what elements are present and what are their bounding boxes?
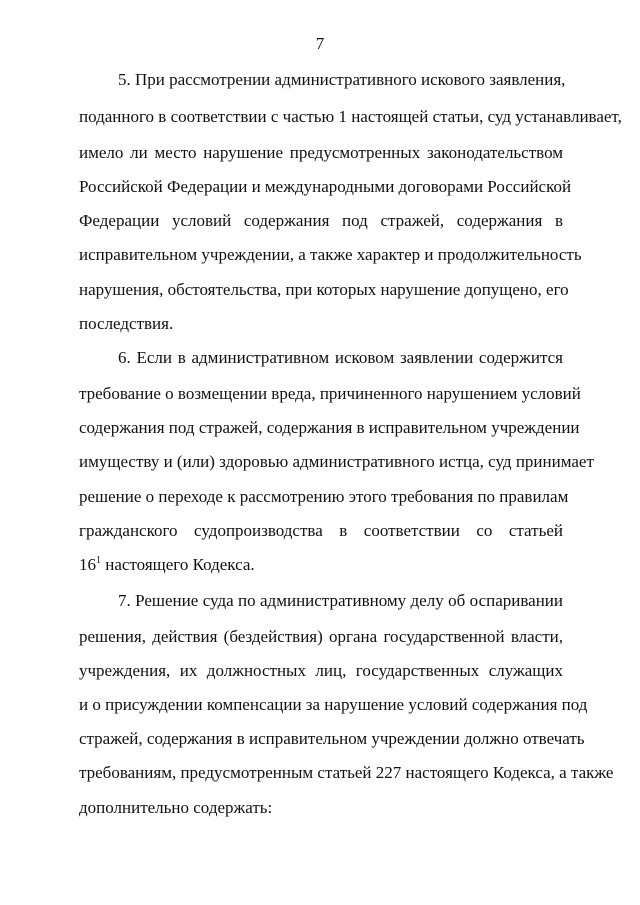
text-line: решение о переходе к рассмотрению этого требования по правилам <box>79 487 569 506</box>
text-line: 5. При рассмотрении административного искового заявления, <box>118 70 566 89</box>
article-number: 16 <box>79 555 96 574</box>
text-line: требованиям, предусмотренным статьей 227 настоящего Кодекса, а также <box>79 763 614 782</box>
text-fragment: настоящего Кодекса. <box>101 555 255 574</box>
text-line: решения, действия (бездействия) органа государственной власти, <box>79 627 563 646</box>
text-line: дополнительно содержать: <box>79 798 273 817</box>
text-line: и о присуждении компенсации за нарушение условий содержания под <box>79 695 588 714</box>
text-line: имуществу и (или) здоровью административного истца, суд принимает <box>79 452 594 471</box>
article-superscript: 1 <box>96 555 101 566</box>
text-line: последствия. <box>79 314 174 333</box>
text-line: стражей, содержания в исправительном учреждении должно отвечать <box>79 729 585 748</box>
text-line: нарушения, обстоятельства, при которых нарушение допущено, его <box>79 280 569 299</box>
text-line: имело ли место нарушение предусмотренных законодательством <box>79 143 563 162</box>
text-line: исправительном учреждении, а также характер и продолжительность <box>79 245 582 264</box>
text-line: гражданского судопроизводства в соответствии со статьей <box>79 521 563 540</box>
text-line: 6. Если в административном исковом заявлении содержится <box>118 348 563 367</box>
text-line <box>79 555 255 575</box>
text-line: содержания под стражей, содержания в исправительном учреждении <box>79 418 580 437</box>
page-number: 7 <box>315 34 325 53</box>
text-line: поданного в соответствии с частью 1 настоящей статьи, суд устанавливает, <box>79 107 622 126</box>
text-line: 7. Решение суда по административному делу об оспаривании <box>118 591 563 610</box>
text-line: Российской Федерации и международными договорами Российской <box>79 177 572 196</box>
text-line: учреждения, их должностных лиц, государственных служащих <box>79 661 563 680</box>
text-line: требование о возмещении вреда, причиненного нарушением условий <box>79 384 581 403</box>
text-line: Федерации условий содержания под стражей, содержания в <box>79 211 563 230</box>
